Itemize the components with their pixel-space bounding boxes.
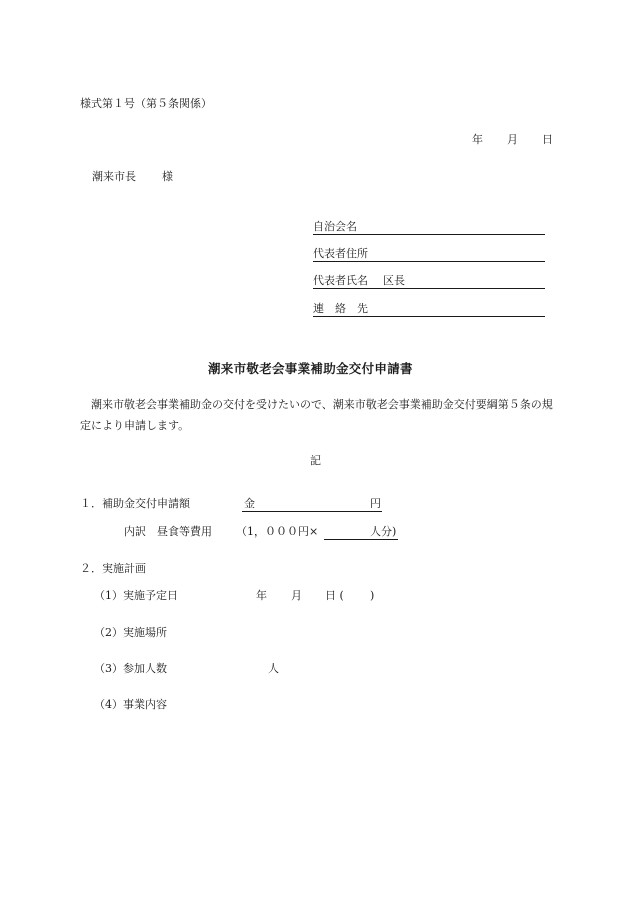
contact-label: 連 絡 先 — [313, 302, 368, 315]
date-month-label: 月 — [507, 133, 518, 146]
application-statement: 潮来市敬老会事業補助金の交付を受けたいので、潮来市敬老会事業補助金交付要綱第５条の規定により申請します。 — [80, 398, 553, 432]
contact-field[interactable] — [313, 316, 545, 317]
breakdown-unit: 人分) — [370, 525, 397, 538]
document-title: 潮来市敬老会事業補助金交付申請書 — [208, 361, 413, 376]
amount-field[interactable] — [242, 511, 382, 512]
addressee-honorific: 様 — [162, 170, 173, 183]
section1-label: １．補助金交付申請額 — [80, 497, 190, 510]
plan-date-day: 日 ( — [325, 589, 344, 602]
plan-date-month: 月 — [291, 589, 302, 602]
headcount-field[interactable] — [324, 539, 398, 540]
date-year-label: 年 — [472, 133, 483, 146]
amount-suffix: 円 — [370, 497, 381, 510]
plan-participants-label: （3）参加人数 — [94, 662, 167, 675]
representative-address-label: 代表者住所 — [313, 247, 368, 260]
plan-location-label: （2）実施場所 — [94, 626, 167, 639]
breakdown-formula: （1，０００円× — [236, 525, 319, 538]
plan-date-label: （1）実施予定日 — [94, 589, 178, 602]
plan-date-close: ) — [370, 589, 375, 602]
association-name-field[interactable] — [313, 234, 545, 235]
date-day-label: 日 — [542, 133, 553, 146]
breakdown-label: 内訳 昼食等費用 — [124, 525, 212, 538]
ki-marker: 記 — [310, 454, 321, 467]
amount-prefix: 金 — [244, 497, 255, 510]
addressee-name: 潮来市長 — [92, 170, 136, 183]
section2-label: ２．実施計画 — [80, 562, 146, 575]
representative-name-suffix: 区長 — [383, 274, 405, 287]
plan-date-year: 年 — [256, 589, 267, 602]
representative-name-label: 代表者氏名 — [313, 274, 368, 287]
form-number: 様式第１号（第５条関係） — [80, 97, 212, 110]
representative-address-field[interactable] — [313, 261, 545, 262]
plan-participants-unit: 人 — [268, 662, 279, 675]
association-name-label: 自治会名 — [313, 220, 357, 233]
representative-name-field[interactable] — [313, 288, 545, 289]
plan-content-label: （4）事業内容 — [94, 698, 167, 711]
